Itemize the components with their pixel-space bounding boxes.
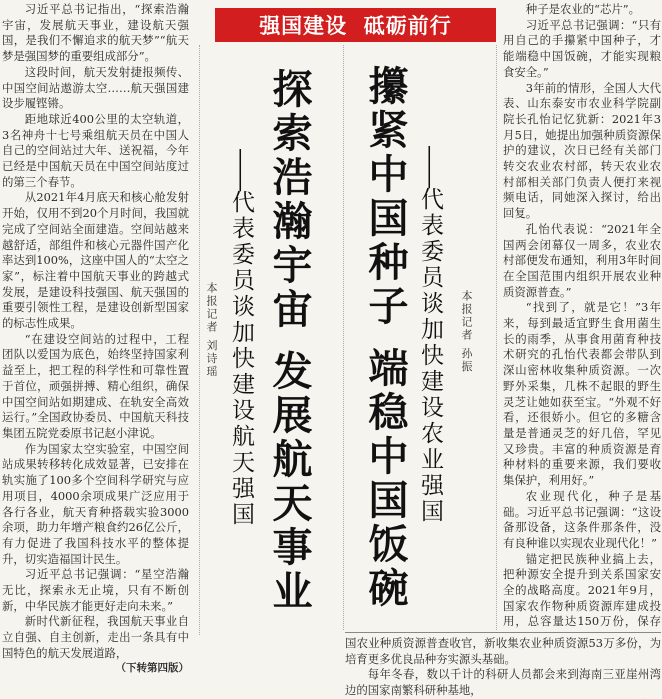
- article-b-paragraph: 农业现代化，种子是基础。习近平总书记强调：“这设备那设备，这条件那条件，没有良种谁以实现农业现代化！”: [503, 488, 661, 550]
- article-b-lead-fragment: 种子是农业的“芯片”。: [525, 2, 640, 16]
- article-a-paragraph: 距地球近400公里的太空轨道，3名神舟十七号乘组航天员在中国人自己的空间站过大年、送祝福，今年已经是中国航天员在中国空间站度过的第三个春节。: [2, 111, 189, 189]
- article-a-body: [2, 2, 189, 699]
- article-b-paragraph: 习近平总书记强调：“只有用自己的手攥紧中国种子，才能端稳中国饭碗，才能实现粮食安全。”: [503, 17, 661, 79]
- article-b-paragraph: 3年前的情形，全国人大代表、山东泰安市农业科学院副院长孔怡记忆犹新：2021年3月5日，她提出加强种质资源保护的建议，次日已经有关部门转交农业农村部，转天农业农村部相关部门负责人便打来视频电话，同她深入探讨，给出回复。: [503, 80, 661, 221]
- article-b-subtitle-dash: ——: [417, 145, 443, 187]
- article-a-subtitle-text: 代表委员谈加快建设航天强国: [228, 190, 254, 528]
- article-a-byline: 本报记者 刘诗瑶: [205, 282, 218, 379]
- column-divider-right: [496, 45, 497, 630]
- article-a-paragraph: “在建设空间站的过程中，工程团队以爱国为底色，始终坚持国家利益至上，把工程的科学性和可靠性置于首位，顽强拼搏、精心组织，确保中国空间站如期建成、在轨安全高效运行。”全国政协委员、中国航天科技集团五院党委原书记赵小津说。: [2, 331, 189, 440]
- section-banner: 强国建设 砥砺前行: [215, 8, 496, 42]
- article-a-title: 探索浩瀚宇宙 发展航天事业: [266, 68, 312, 614]
- article-b-paragraph: 孔怡代表说：“2021年全国两会闭幕仅一周多，农业农村部便发布通知，利用3年时间在全国范围内组织开展农业种质资源普查。”: [503, 221, 661, 299]
- article-b-bottom-paragraph: 每年冬春，数以千计的科研人员都会来到海南三亚崖州湾边的国家南繁科研种基地，: [345, 667, 661, 698]
- article-b-subtitle: [416, 145, 444, 525]
- article-b-paragraph: 锚定把民族种业搞上去，把种源安全提升到关系国家安全的战略高度。2021年9月，国家农作物种质资源库建成投用，总容量达150万份，保存: [503, 551, 661, 629]
- article-a-paragraph: 习近平总书记强调：“星空浩瀚无比，探索永无止境，只有不断创新，中华民族才能更好走向未来。”: [2, 567, 189, 613]
- article-b-bottom-paragraph: 国农业种质资源普查收官，新收集农业种质资源53万多份，为培育更多优良品种夯实源头基础。: [345, 636, 661, 666]
- article-b-title: 攥紧中国种子 端稳中国饭碗: [362, 65, 408, 611]
- article-b-subtitle-text: 代表委员谈加快建设农业强国: [417, 187, 443, 525]
- article-a-paragraph: 作为国家太空实验室，中国空间站成果转移转化成效显著，已安排在轨实施了100多个空间科学研究与应用项目，4000余项成果广泛应用于各行各业，航天育种搭载实验3000余项，助力年增产粮食约26亿公斤，有力促进了我国科技水平的整体提升，切实造福国计民生。: [2, 441, 189, 566]
- bottom-strip-rule: [345, 632, 661, 633]
- article-a-continued-link[interactable]: （下转第四版）: [115, 661, 189, 674]
- article-a-paragraph: 习近平总书记指出，“探索浩瀚宇宙，发展航天事业，建设航天强国，是我们不懈追求的航天梦”“航天梦是强国梦的重要组成部分”。: [2, 2, 189, 64]
- article-b-bottom-strip: [345, 636, 661, 699]
- column-divider-left: [199, 45, 200, 635]
- article-a-subtitle: [227, 148, 255, 528]
- article-a-paragraph: 新时代新征程，我国航天事业自立自强、自主创新，走出一条具有中国特色的航天发展道路，: [2, 614, 189, 660]
- article-a-paragraph: 从2021年4月底天和核心舱发射开始，仅用不到20个月时间，我国就完成了空间站全面建造。空间站越来越舒适，部组件和核心元器件国产化率达到100%，这座中国人的“太空之家”，标注着中国航天事业的跨越式发展，是建设科技强国、航天强国的重要引领性工程，是建设创新型国家的标志性成果。: [2, 190, 189, 331]
- article-b-paragraph: “找到了，就是它！”3年来，每到最适宜野生食用菌生长的雨季，从事食用菌育种技术研究的孔怡代表都会带队到深山密林收集种质资源。一次野外采集，几株不起眼的野生灵芝让她如获至宝。“外观不好看，还很娇小。但它的多糖含量是普通灵芝的好几倍，罕见又珍贵。丰富的种质资源是育种材料的重要来源，我们要收集保护，利用好。”: [503, 300, 661, 488]
- article-b-byline: 本报记者 孙振: [460, 290, 473, 374]
- article-a-paragraph: 这段时间，航天发射捷报频传、中国空间站遨游太空……航天强国建设步履铿锵。: [2, 64, 189, 111]
- article-b-body: [503, 2, 661, 630]
- article-a-subtitle-dash: ——: [228, 148, 254, 190]
- column-divider-center: [343, 45, 344, 630]
